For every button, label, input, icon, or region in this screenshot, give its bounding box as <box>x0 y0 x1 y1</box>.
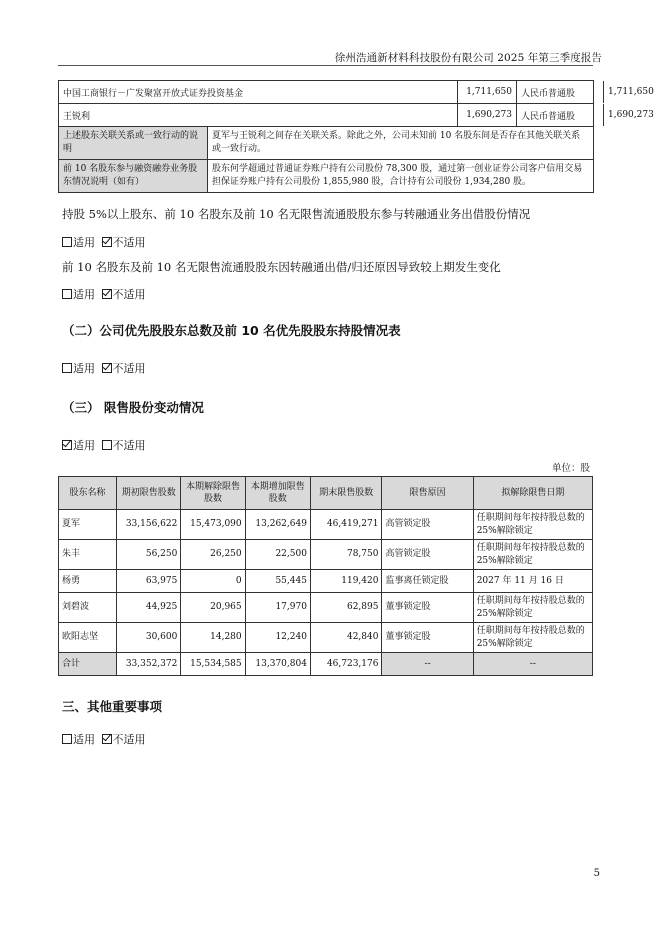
applicable-label: 适用 <box>73 288 95 301</box>
cell-increased: 17,970 <box>245 593 310 623</box>
cell-increased: 12,240 <box>245 623 310 653</box>
cell-name: 欧阳志坚 <box>59 623 117 653</box>
share-type-cell <box>517 81 654 104</box>
cell-closing: 78,750 <box>310 540 382 570</box>
cell-closing: 119,420 <box>310 570 382 593</box>
header-opening: 期初限售股数 <box>117 477 181 510</box>
cell-name: 刘碧波 <box>59 593 117 623</box>
cell-closing: 62,895 <box>310 593 382 623</box>
cell-total-increased: 13,370,804 <box>245 653 310 676</box>
header-increased: 本期增加限售股数 <box>245 477 310 510</box>
unit-label: 单位：股 <box>551 463 590 474</box>
cell-reason: 高管锁定股 <box>382 510 473 540</box>
header-closing: 期末限售股数 <box>310 477 382 510</box>
lending-paragraph: 持股 5%以上股东、前 10 名股东及前 10 名无限售流通股股东参与转融通业务出借股份情况 <box>62 207 531 221</box>
share-qty: 1,690,273 <box>608 110 654 120</box>
cell-name: 朱丰 <box>59 540 117 570</box>
table-header-row <box>59 477 593 510</box>
header-released: 本期解除限售股数 <box>181 477 245 510</box>
cell-total-opening: 33,352,372 <box>117 653 181 676</box>
cell-total-label: 合计 <box>59 653 117 676</box>
cell-total-release-date: -- <box>473 653 592 676</box>
table-row <box>59 510 593 540</box>
not-applicable-label: 不适用 <box>112 288 146 301</box>
checkbox-checked-icon <box>62 440 72 450</box>
cell-release-date: 任职期间每年按持股总数的 25%解除锁定 <box>473 623 592 653</box>
shares-held: 1,711,650 <box>458 81 517 104</box>
share-type-cell <box>517 104 654 127</box>
cell-name: 杨勇 <box>59 570 117 593</box>
table-row <box>59 127 594 160</box>
applicability-checkbox-5 <box>62 731 146 747</box>
checkbox-checked-icon <box>102 237 112 247</box>
cell-released: 20,965 <box>181 593 245 623</box>
table-row <box>59 160 594 193</box>
cell-opening: 44,925 <box>117 593 181 623</box>
cell-reason: 董事锁定股 <box>382 593 473 623</box>
cell-reason: 董事锁定股 <box>382 623 473 653</box>
table-row <box>59 570 593 593</box>
restricted-shares-table <box>58 476 593 676</box>
cell-increased: 55,445 <box>245 570 310 593</box>
cell-opening: 30,600 <box>117 623 181 653</box>
shareholder-name: 中国工商银行－广发聚富开放式证券投资基金 <box>59 81 458 104</box>
applicable-label: 适用 <box>73 733 95 746</box>
applicability-checkbox-3 <box>62 360 146 376</box>
header-divider <box>58 65 593 66</box>
applicability-checkbox-4 <box>62 437 146 453</box>
checkbox-checked-icon <box>102 289 112 299</box>
header-shareholder: 股东名称 <box>59 477 117 510</box>
share-qty: 1,711,650 <box>608 87 654 97</box>
cell-release-date: 任职期间每年按持股总数的 25%解除锁定 <box>473 510 592 540</box>
header-release-date: 拟解除限售日期 <box>473 477 592 510</box>
cell-increased: 22,500 <box>245 540 310 570</box>
cell-released: 26,250 <box>181 540 245 570</box>
cell-opening: 63,975 <box>117 570 181 593</box>
cell-total-reason: -- <box>382 653 473 676</box>
section-other-matters-heading: 三、其他重要事项 <box>62 699 163 714</box>
cell-released: 0 <box>181 570 245 593</box>
cell-release-date: 任职期间每年按持股总数的 25%解除锁定 <box>473 593 592 623</box>
checkbox-unchecked-icon <box>62 363 72 373</box>
cell-total-closing: 46,723,176 <box>310 653 382 676</box>
cell-released: 14,280 <box>181 623 245 653</box>
report-header: 徐州浩通新材料科技股份有限公司 2025 年第三季度报告 <box>334 52 602 64</box>
change-paragraph: 前 10 名股东及前 10 名无限售流通股股东因转融通出借/归还原因导致较上期发生变化 <box>62 260 501 274</box>
table-row <box>59 593 593 623</box>
table-row <box>59 540 593 570</box>
section-restricted-shares-heading: （三） 限售股份变动情况 <box>62 400 204 415</box>
note-text: 股东何学超通过普通证券账户持有公司股份 78,300 股，通过第一创业证券公司客户信用交易担保证券账户持有公司股份 1,855,980 股，合计持有公司股份 1,934,280 股。 <box>208 160 594 193</box>
header-reason: 限售原因 <box>382 477 473 510</box>
applicable-label: 适用 <box>73 439 95 452</box>
applicability-checkbox-2 <box>62 286 146 302</box>
cell-closing: 42,840 <box>310 623 382 653</box>
shareholder-name: 王锐利 <box>59 104 458 127</box>
cell-reason: 监事离任锁定股 <box>382 570 473 593</box>
not-applicable-label: 不适用 <box>112 362 146 375</box>
applicable-label: 适用 <box>73 362 95 375</box>
table-row <box>59 104 594 127</box>
cell-opening: 56,250 <box>117 540 181 570</box>
top-shareholder-table <box>58 80 654 193</box>
checkbox-unchecked-icon <box>62 237 72 247</box>
cell-increased: 13,262,649 <box>245 510 310 540</box>
checkbox-checked-icon <box>102 734 112 744</box>
not-applicable-label: 不适用 <box>112 733 146 746</box>
cell-reason: 高管锁定股 <box>382 540 473 570</box>
cell-released: 15,473,090 <box>181 510 245 540</box>
checkbox-unchecked-icon <box>102 440 112 450</box>
table-row <box>59 623 593 653</box>
share-type: 人民币普通股 <box>517 104 604 126</box>
note-text: 夏军与王锐利之间存在关联关系。除此之外，公司未知前 10 名股东间是否存在其他关联关系或一致行动。 <box>208 127 594 160</box>
table-row <box>59 81 594 104</box>
not-applicable-label: 不适用 <box>112 236 146 249</box>
checkbox-checked-icon <box>102 363 112 373</box>
cell-closing: 46,419,271 <box>310 510 382 540</box>
cell-total-released: 15,534,585 <box>181 653 245 676</box>
shares-held: 1,690,273 <box>458 104 517 127</box>
section-preferred-shares-heading: （二）公司优先股股东总数及前 10 名优先股股东持股情况表 <box>62 323 401 338</box>
cell-release-date: 任职期间每年按持股总数的 25%解除锁定 <box>473 540 592 570</box>
not-applicable-label: 不适用 <box>112 439 146 452</box>
cell-opening: 33,156,622 <box>117 510 181 540</box>
table-total-row <box>59 653 593 676</box>
checkbox-unchecked-icon <box>62 734 72 744</box>
cell-release-date: 2027 年 11 月 16 日 <box>473 570 592 593</box>
note-label: 前 10 名股东参与融资融券业务股东情况说明（如有） <box>59 160 208 193</box>
share-type: 人民币普通股 <box>517 81 604 103</box>
applicability-checkbox-1 <box>62 234 146 250</box>
applicable-label: 适用 <box>73 236 95 249</box>
cell-name: 夏军 <box>59 510 117 540</box>
checkbox-unchecked-icon <box>62 289 72 299</box>
note-label: 上述股东关联关系或一致行动的说明 <box>59 127 208 160</box>
page-number: 5 <box>593 868 600 879</box>
